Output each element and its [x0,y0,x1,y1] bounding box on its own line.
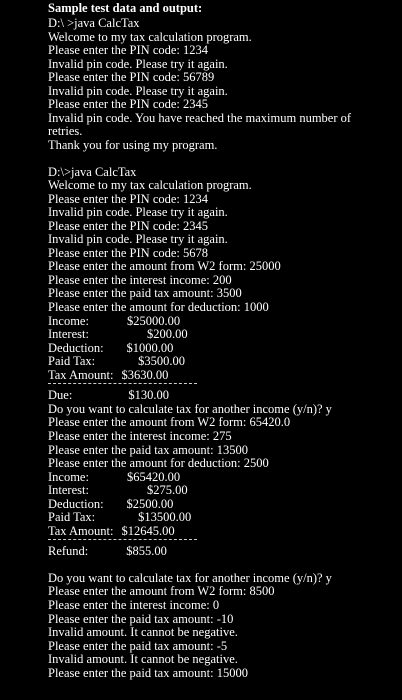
output-line: Invalid pin code. Please try it again. [48,56,228,71]
summary-value: $25000.00 [126,313,181,328]
summary-row [48,497,173,511]
summary-label: Due: [48,388,73,403]
output-line: Invalid amount. It cannot be negative. [48,652,238,667]
summary-label: Deduction: [48,496,104,511]
output-line: D:\>java CalcTax [48,164,137,179]
output-line: Please enter the PIN code: 5678 [48,245,209,260]
summary-label: Deduction: [48,340,104,355]
summary-label: Income: [48,469,89,484]
summary-label: Interest: [48,327,89,342]
summary-value: $130.00 [128,388,169,403]
output-line: Please enter the PIN code: 1234 [48,43,209,58]
output-line: Please enter the PIN code: 1234 [48,191,209,206]
output-line: Please enter the PIN code: 2345 [48,218,209,233]
output-line: Please enter the interest income: 200 [48,272,232,287]
summary-row [48,314,180,328]
output-line: Please enter the PIN code: 2345 [48,97,209,112]
summary-value: $3630.00 [121,367,169,382]
summary-value: $200.00 [146,327,188,342]
summary-label: Refund: [48,544,89,559]
output-line: Welcome to my tax calculation program. [48,178,252,193]
summary-row [48,470,180,484]
summary-label: Tax Amount: [48,367,114,382]
output-line: Do you want to calculate tax for another income (y/n)? y [48,401,332,416]
summary-row [48,483,188,497]
output-line: Invalid pin code. Please try it again. [48,83,228,98]
output-line: Please enter the interest income: 0 [48,598,220,612]
summary-row [48,341,173,355]
summary-row [48,354,185,368]
summary-value: $65420.00 [126,469,181,484]
output-line: D:\ >java CalcTax [48,16,140,30]
summary-row [48,368,168,382]
summary-value: $3500.00 [138,354,186,369]
section-heading: Sample test data and output: [48,1,203,15]
summary-label: Interest: [48,483,89,498]
output-line: Invalid pin code. You have reached the maximum number of [48,110,352,125]
output-line: Please enter the interest income: 275 [48,428,232,443]
summary-value: $12645.00 [121,523,175,538]
summary-value: $1000.00 [126,340,174,355]
output-line: Do you want to calculate tax for another income (y/n)? y [48,570,332,585]
summary-value: $2500.00 [126,496,174,511]
dashed-separator [48,383,197,384]
output-line: Please enter the paid tax amount: 3500 [48,286,242,301]
output-line: Thank you for using my program. [48,137,218,152]
output-line: Invalid pin code. Please try it again. [48,232,228,247]
output-line: Please enter the amount for deduction: 2500 [48,456,269,471]
output-line: Please enter the paid tax amount: 15000 [48,665,248,680]
output-line: Invalid amount. It cannot be negative. [48,625,238,640]
output-line: Please enter the paid tax amount: -10 [48,611,234,626]
summary-row [48,524,175,538]
summary-value: $13500.00 [138,510,192,525]
output-line: Please enter the paid tax amount: -5 [48,638,228,653]
output-line: Please enter the paid tax amount: 13500 [48,442,248,457]
output-line: retries. [48,124,83,139]
summary-row [48,327,188,341]
output-line: Please enter the amount from W2 form: 8500 [48,584,275,599]
summary-label: Paid Tax: [48,354,96,369]
summary-label: Income: [48,313,89,328]
output-line: Please enter the PIN code: 56789 [48,70,215,85]
summary-value: $275.00 [146,483,188,498]
summary-row [48,388,169,402]
summary-row [48,544,167,558]
output-line: Invalid pin code. Please try it again. [48,205,228,220]
output-line: Please enter the amount from W2 form: 65420.0 [48,415,291,430]
dashed-separator [48,539,197,540]
summary-value: $855.00 [126,544,167,559]
summary-label: Paid Tax: [48,510,96,525]
summary-row [48,510,191,524]
output-line: Please enter the amount for deduction: 1000 [48,300,269,314]
summary-label: Tax Amount: [48,523,114,538]
output-line: Welcome to my tax calculation program. [48,29,252,44]
output-line: Please enter the amount from W2 form: 25000 [48,259,281,274]
